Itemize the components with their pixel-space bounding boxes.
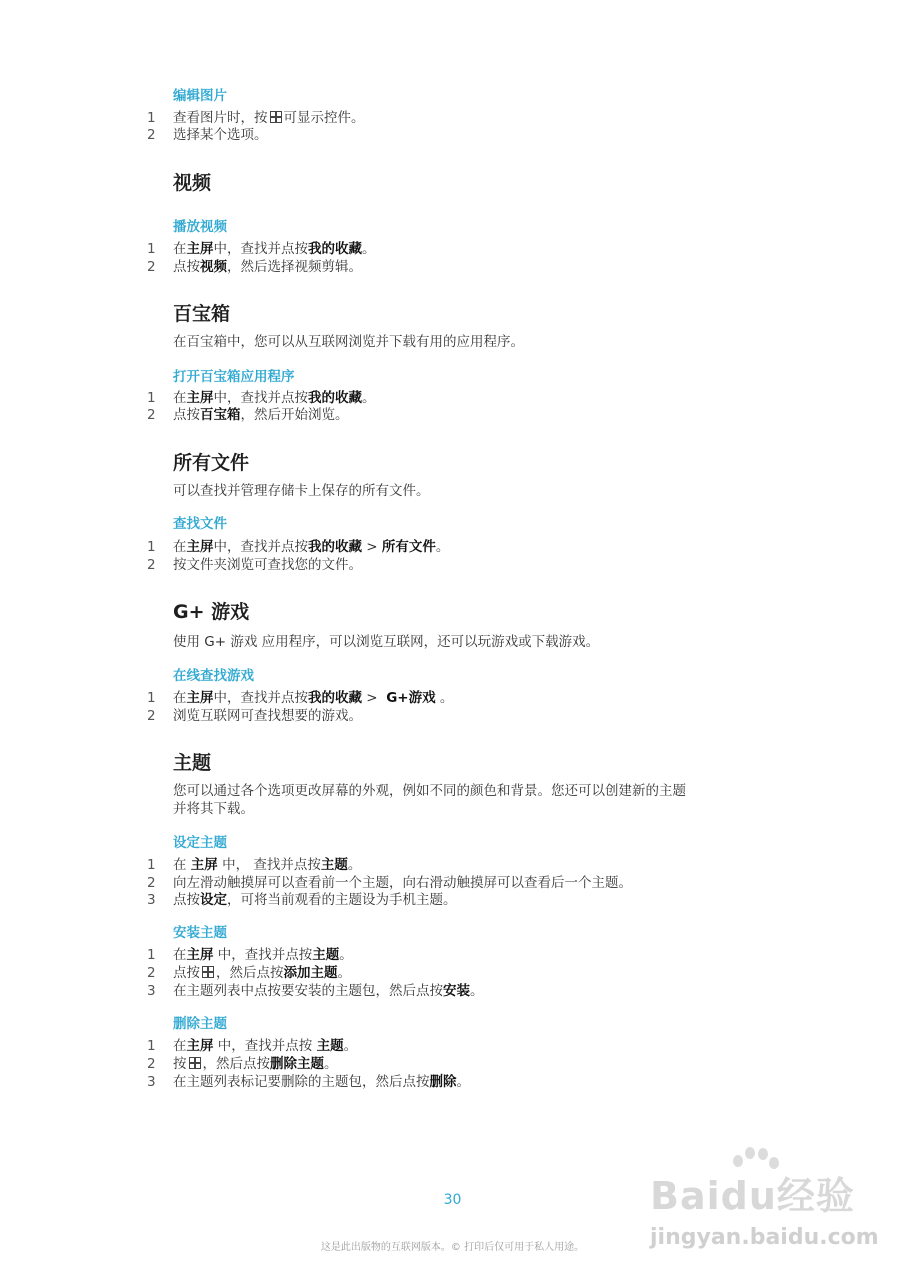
heading-themes: 主题	[173, 752, 212, 774]
page-number: 30	[443, 1192, 462, 1208]
subheading-find-games: 在线查找游戏	[173, 668, 254, 684]
step-number: 3	[147, 1074, 156, 1090]
watermark-url: jingyan.baidu.com	[650, 1225, 879, 1250]
themes-description-line1: 您可以通过各个选项更改屏幕的外观，例如不同的颜色和背景。您还可以创建新的主题	[173, 783, 686, 799]
menu-key-icon	[202, 966, 214, 978]
step-number: 2	[147, 1056, 156, 1072]
subheading-install-theme: 安装主题	[173, 925, 227, 941]
step-number: 2	[147, 965, 156, 981]
baidu-watermark	[640, 1145, 879, 1265]
heading-all-files: 所有文件	[173, 452, 250, 474]
themes-description-line2: 并将其下载。	[173, 801, 254, 817]
menu-key-icon	[270, 111, 282, 123]
games-description: 使用 G+ 游戏 应用程序，可以浏览互联网，还可以玩游戏或下载游戏。	[173, 634, 600, 650]
step-number: 2	[147, 708, 156, 724]
step-number: 2	[147, 127, 156, 143]
subheading-find-files: 查找文件	[173, 516, 227, 532]
step-number: 3	[147, 983, 156, 999]
menu-key-icon	[189, 1057, 201, 1069]
footer-copyright: 这是此出版物的互联网版本。© 打印后仅可用于私人用途。	[320, 1242, 585, 1253]
toolbox-description: 在百宝箱中，您可以从互联网浏览并下载有用的应用程序。	[173, 334, 524, 350]
step-number: 2	[147, 875, 156, 891]
step-number: 1	[147, 947, 156, 963]
step-number: 2	[147, 407, 156, 423]
subheading-delete-theme: 删除主题	[173, 1016, 227, 1032]
step-number: 1	[147, 539, 156, 555]
heading-games: G+ 游戏	[173, 601, 250, 623]
step-number: 3	[147, 892, 156, 908]
step-number: 1	[147, 390, 156, 406]
files-description: 可以查找并管理存储卡上保存的所有文件。	[173, 483, 430, 499]
heading-toolbox: 百宝箱	[173, 303, 231, 325]
step-number: 1	[147, 241, 156, 257]
step-number: 2	[147, 557, 156, 573]
step-number: 1	[147, 690, 156, 706]
step-number: 1	[147, 857, 156, 873]
subheading-play-video: 播放视频	[173, 219, 227, 235]
subheading-set-theme: 设定主题	[173, 835, 227, 851]
step-number: 2	[147, 259, 156, 275]
step-number: 1	[147, 1038, 156, 1054]
heading-video: 视频	[173, 172, 212, 194]
subheading-open-toolbox: 打开百宝箱应用程序	[173, 369, 295, 385]
watermark-logo: Baidu经验	[650, 1174, 855, 1218]
subheading-edit-picture: 编辑图片	[173, 88, 227, 104]
step-number: 1	[147, 110, 156, 126]
